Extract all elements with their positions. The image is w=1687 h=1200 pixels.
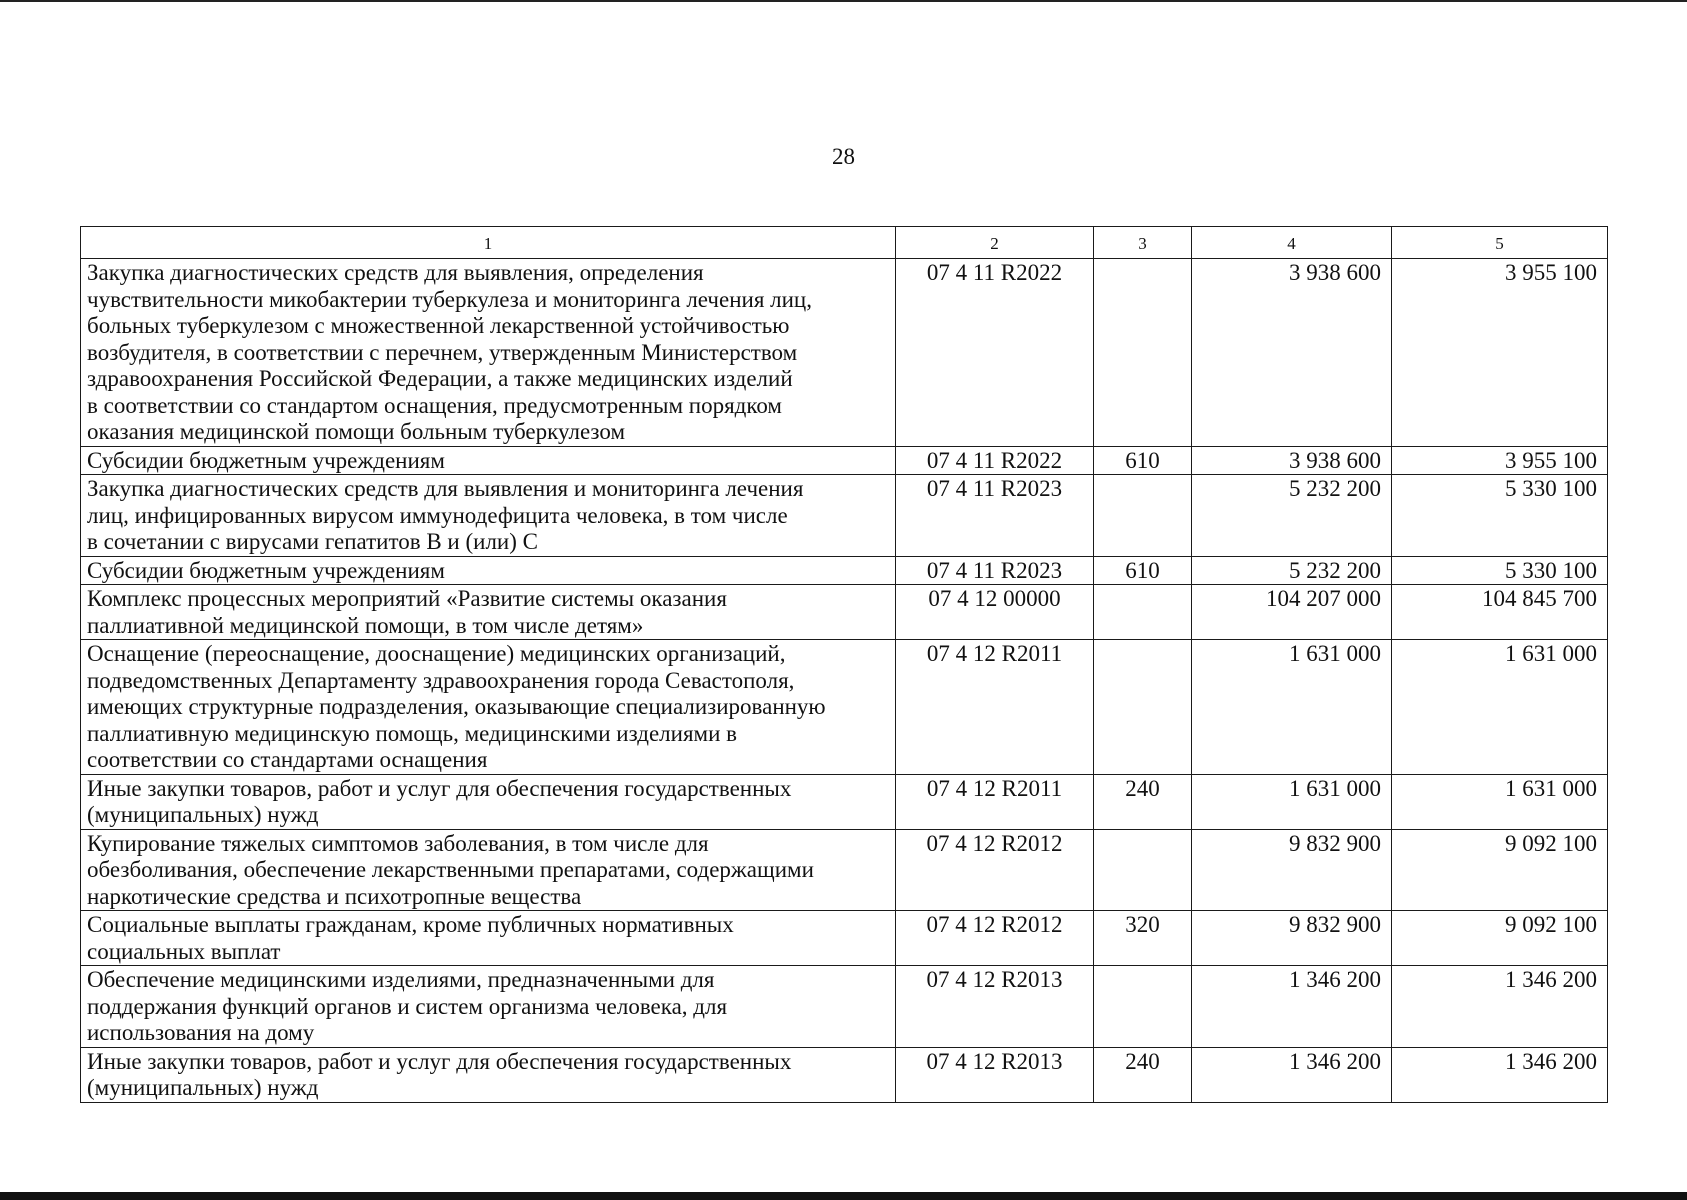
row-target-code: 07 4 11 R2023 [896,475,1094,557]
header-col-3: 3 [1094,227,1192,259]
row-amount-col5: 104 845 700 [1392,585,1608,640]
row-target-code: 07 4 12 R2012 [896,911,1094,966]
header-col-4: 4 [1192,227,1392,259]
row-expense-type: 320 [1094,911,1192,966]
row-description: Комплекс процессных мероприятий «Развитие системы оказания паллиативной медицинской помощи, в том числе детям» [81,585,896,640]
row-description: Закупка диагностических средств для выявления и мониторинга лечения лиц, инфицированных вирусом иммунодефицита человека, в том числе в сочетании с вирусами гепатитов B и (или) C [81,475,896,557]
row-target-code: 07 4 12 R2011 [896,774,1094,829]
row-expense-type: 610 [1094,446,1192,475]
row-amount-col5: 1 346 200 [1392,966,1608,1048]
row-description: Закупка диагностических средств для выявления, определения чувствительности микобактерии туберкулеза и мониторинга лечения лиц, больных туберкулезом с множественной лекарственной устойчивостью возбудителя, в соответствии с перечнем, утвержденным Министерством здравоохранения Российской Федерации, а также медицинских изделий в соответствии со стандартом оснащения, предусмотренным порядком оказания медицинской помощи больным туберкулезом [81,259,896,447]
row-description: Оснащение (переоснащение, дооснащение) медицинских организаций, подведомственных Департаменту здравоохранения города Севастополя, имеющих структурные подразделения, оказывающие специализированную паллиативную медицинскую помощь, медицинскими изделиями в соответствии со стандартами оснащения [81,640,896,775]
row-amount-col5: 5 330 100 [1392,556,1608,585]
row-amount-col4: 3 938 600 [1192,446,1392,475]
header-col-1: 1 [81,227,896,259]
row-target-code: 07 4 12 R2013 [896,1047,1094,1102]
table-row [81,1047,1608,1102]
row-description: Иные закупки товаров, работ и услуг для обеспечения государственных (муниципальных) нужд [81,1047,896,1102]
page-number: 28 [832,144,855,169]
table-row [81,585,1608,640]
row-amount-col4: 3 938 600 [1192,259,1392,447]
row-amount-col5: 1 346 200 [1392,1047,1608,1102]
row-amount-col4: 9 832 900 [1192,911,1392,966]
row-expense-type: 240 [1094,774,1192,829]
row-amount-col5: 9 092 100 [1392,911,1608,966]
row-target-code: 07 4 12 R2013 [896,966,1094,1048]
row-amount-col4: 9 832 900 [1192,829,1392,911]
table-row [81,640,1608,775]
row-amount-col5: 3 955 100 [1392,259,1608,447]
header-col-2: 2 [896,227,1094,259]
row-amount-col5: 1 631 000 [1392,774,1608,829]
row-amount-col5: 5 330 100 [1392,475,1608,557]
row-amount-col5: 3 955 100 [1392,446,1608,475]
table-row [81,966,1608,1048]
row-description: Субсидии бюджетным учреждениям [81,556,896,585]
table-row [81,556,1608,585]
row-target-code: 07 4 11 R2022 [896,446,1094,475]
row-amount-col4: 104 207 000 [1192,585,1392,640]
row-amount-col4: 1 346 200 [1192,966,1392,1048]
table-row [81,829,1608,911]
row-expense-type [1094,829,1192,911]
table-body [81,227,1608,1103]
row-expense-type: 240 [1094,1047,1192,1102]
row-expense-type [1094,259,1192,447]
table-row [81,475,1608,557]
row-target-code: 07 4 12 00000 [896,585,1094,640]
row-expense-type [1094,966,1192,1048]
row-description: Обеспечение медицинскими изделиями, предназначенными для поддержания функций органов и систем организма человека, для использования на дому [81,966,896,1048]
row-amount-col5: 1 631 000 [1392,640,1608,775]
row-amount-col4: 5 232 200 [1192,556,1392,585]
row-amount-col4: 1 346 200 [1192,1047,1392,1102]
header-col-5: 5 [1392,227,1608,259]
top-border-line [0,0,1687,2]
row-description: Иные закупки товаров, работ и услуг для обеспечения государственных (муниципальных) нужд [81,774,896,829]
table-row [81,446,1608,475]
bottom-border-line [0,1192,1687,1200]
row-expense-type: 610 [1094,556,1192,585]
budget-table [80,226,1608,1103]
table-header-row [81,227,1608,259]
table-row [81,774,1608,829]
row-amount-col4: 1 631 000 [1192,640,1392,775]
row-target-code: 07 4 12 R2011 [896,640,1094,775]
row-description: Купирование тяжелых симптомов заболевания, в том числе для обезболивания, обеспечение лекарственными препаратами, содержащими наркотические средства и психотропные вещества [81,829,896,911]
row-description: Социальные выплаты гражданам, кроме публичных нормативных социальных выплат [81,911,896,966]
row-expense-type [1094,585,1192,640]
row-target-code: 07 4 11 R2023 [896,556,1094,585]
table-row [81,259,1608,447]
row-expense-type [1094,475,1192,557]
row-amount-col4: 1 631 000 [1192,774,1392,829]
row-expense-type [1094,640,1192,775]
row-description: Субсидии бюджетным учреждениям [81,446,896,475]
row-amount-col5: 9 092 100 [1392,829,1608,911]
row-amount-col4: 5 232 200 [1192,475,1392,557]
row-target-code: 07 4 12 R2012 [896,829,1094,911]
row-target-code: 07 4 11 R2022 [896,259,1094,447]
table-row [81,911,1608,966]
